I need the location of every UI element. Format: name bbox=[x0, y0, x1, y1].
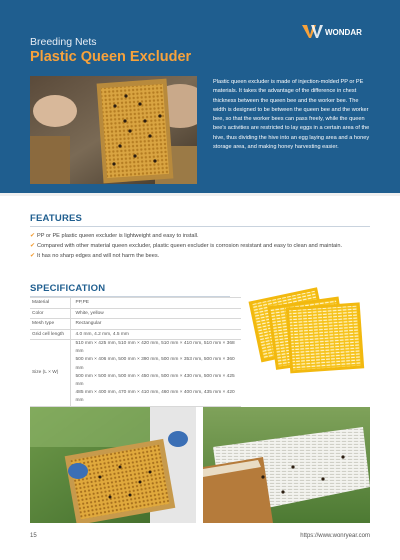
check-icon: ✔ bbox=[30, 253, 36, 259]
list-item bbox=[30, 251, 375, 261]
spec-key: Size (L × W) bbox=[30, 340, 70, 407]
logo-text: WONDAR bbox=[325, 28, 362, 37]
spec-size-values bbox=[70, 340, 241, 407]
features-list bbox=[30, 231, 375, 261]
feature-text: It has no sharp edges and will not harm the bees. bbox=[37, 253, 160, 259]
list-item bbox=[30, 241, 375, 251]
size-line: 510 mm × 425 mm, 510 mm × 420 mm, 510 mm × 410 mm, 510 mm × 368 mm bbox=[75, 341, 235, 355]
features-heading: FEATURES bbox=[30, 213, 83, 224]
size-line: 500 mm × 406 mm, 500 mm × 390 mm, 500 mm × 353 mm, 500 mm × 360 mm bbox=[75, 357, 235, 371]
product-photo-queen-excluders bbox=[244, 283, 372, 379]
spec-value: White, yellow bbox=[70, 308, 241, 319]
page-title: Plastic Queen Excluder bbox=[30, 49, 192, 65]
photo-excluder-on-hive bbox=[203, 407, 370, 523]
specification-heading: SPECIFICATION bbox=[30, 283, 106, 294]
table-row bbox=[30, 308, 241, 319]
check-icon: ✔ bbox=[30, 243, 36, 249]
spec-value: PP,PE bbox=[70, 298, 241, 309]
divider bbox=[0, 193, 400, 196]
spec-key: Material bbox=[30, 298, 70, 309]
photo-beekeeper-with-frame bbox=[30, 407, 196, 523]
website-link[interactable]: https://www.wonryear.com bbox=[300, 533, 370, 539]
header-photo-beekeeper-frame bbox=[30, 76, 197, 184]
table-row bbox=[30, 340, 241, 407]
feature-text: PP or PE plastic queen excluder is lightweight and easy to install. bbox=[37, 233, 199, 239]
brand-logo bbox=[302, 22, 370, 40]
table-row bbox=[30, 319, 241, 330]
features-underline bbox=[30, 226, 370, 227]
size-line: 500 mm × 500 mm, 500 mm × 450 mm, 500 mm × 430 mm, 500 mm × 425 mm bbox=[75, 373, 235, 388]
list-item bbox=[30, 231, 375, 241]
table-row bbox=[30, 329, 241, 340]
spec-value: 4.0 mm, 4.2 mm, 4.5 mm bbox=[70, 329, 241, 340]
specification-table bbox=[30, 297, 241, 407]
table-row bbox=[30, 298, 241, 309]
feature-text: Compared with other material queen excluder, plastic queen excluder is corrosion resistant and easy to clean and maintain. bbox=[37, 243, 343, 249]
check-icon: ✔ bbox=[30, 233, 36, 239]
spec-value: Rectangular bbox=[70, 319, 241, 330]
section-subtitle: Breeding Nets bbox=[30, 36, 97, 48]
size-line: 485 mm × 400 mm, 470 mm × 410 mm, 460 mm × 400 mm, 435 mm × 420 mm bbox=[75, 390, 235, 404]
spec-key: Mesh type bbox=[30, 319, 70, 330]
spec-key: Color bbox=[30, 308, 70, 319]
intro-paragraph: Plastic queen excluder is made of injection-molded PP or PE materials. It takes the advantage of the difference in chest thickness between the queen bee and the worker bee. The width is designed to be between the queen bee and the worker bee, so that the worker bees can pass freely, while the queen bee's activities are restricted to lay eggs in a certain area of the hive, thus dividing the hive into an egg laying area and a honey storage area, and making honey harvesting easier. bbox=[213, 79, 370, 151]
spec-key: Grid cell length bbox=[30, 329, 70, 340]
page-number: 15 bbox=[30, 533, 37, 539]
